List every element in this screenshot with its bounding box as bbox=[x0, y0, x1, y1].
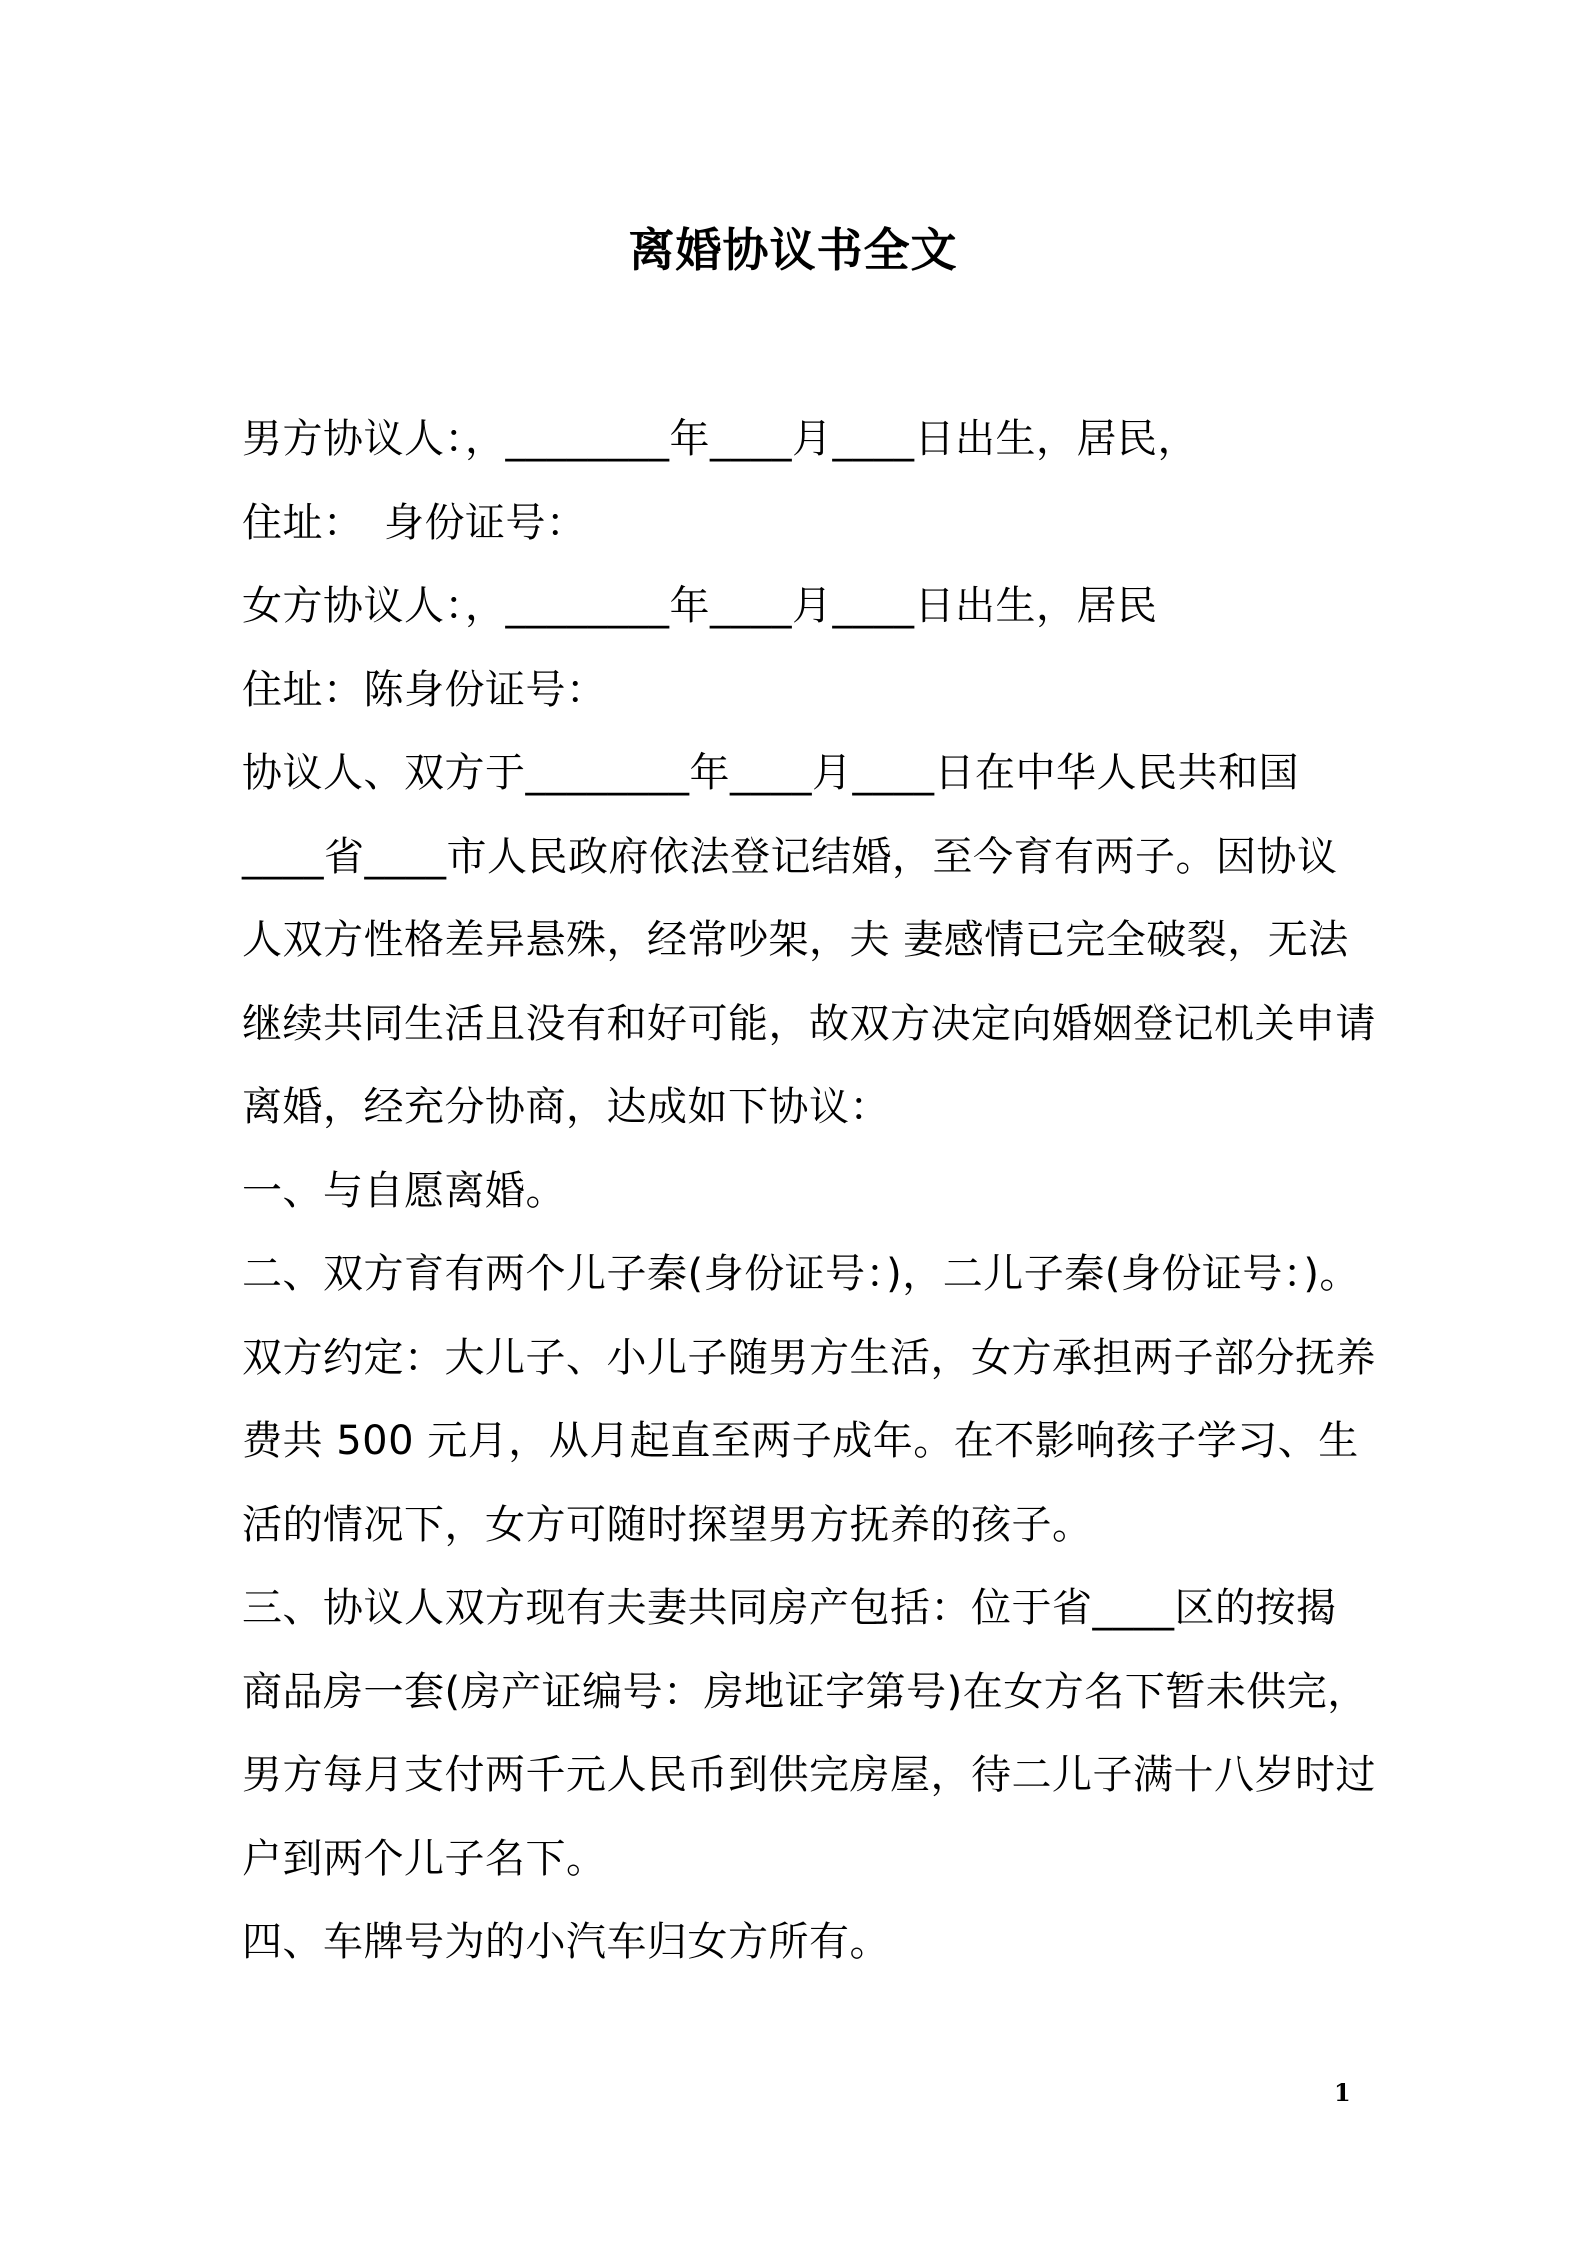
clause-3-line: 商品房一套(房产证编号：房地证字第号)在女方名下暂未供完， bbox=[242, 1668, 1368, 1715]
paragraph-line: 人双方性格差异悬殊，经常吵架，夫 妻感情已完全破裂，无法 bbox=[242, 917, 1349, 963]
clause-1-line: 一、与自愿离婚。 bbox=[242, 1167, 566, 1214]
paragraph-line: 离婚，经充分协商，达成如下协议： bbox=[242, 1084, 890, 1130]
female-address-line: 住址：陈身份证号： bbox=[242, 666, 607, 713]
clause-2-line: 双方约定：大儿子、小儿子随男方生活，女方承担两子部分抚养 bbox=[242, 1334, 1376, 1381]
female-party-line: 女方协议人：，________年____月____日出生，居民 bbox=[242, 583, 1158, 629]
clause-2-line: 二、双方育有两个儿子秦(身份证号：)，二儿子秦(身份证号：)。 bbox=[242, 1251, 1360, 1297]
clause-3-line: 三、协议人双方现有夫妻共同房产包括：位于省____区的按揭 bbox=[242, 1585, 1337, 1631]
paragraph-line: 继续共同生活且没有和好可能，故双方决定向婚姻登记机关申请 bbox=[242, 1000, 1376, 1047]
paragraph-line: 协议人、双方于________年____月____日在中华人民共和国 bbox=[242, 750, 1299, 796]
document-body bbox=[242, 398, 1376, 1985]
document-title: 离婚协议书全文 bbox=[628, 223, 958, 277]
clause-4-line: 四、车牌号为的小汽车归女方所有。 bbox=[242, 1919, 890, 1965]
clause-3-line: 户到两个儿子名下。 bbox=[242, 1835, 607, 1882]
clause-2-line: 活的情况下，女方可随时探望男方抚养的孩子。 bbox=[242, 1501, 1093, 1548]
page-number: 1 bbox=[1334, 2078, 1351, 2107]
clause-3-line: 男方每月支付两千元人民币到供完房屋，待二儿子满十八岁时过 bbox=[242, 1752, 1376, 1798]
male-address-line: 住址： 身份证号： bbox=[242, 499, 587, 546]
clause-2-line: 费共 500 元月，从月起直至两子成年。在不影响孩子学习、生 bbox=[242, 1418, 1359, 1464]
paragraph-line: ____省____市人民政府依法登记结婚，至今育有两子。因协议 bbox=[242, 833, 1338, 880]
male-party-line: 男方协议人：，________年____月____日出生，居民， bbox=[242, 416, 1198, 462]
